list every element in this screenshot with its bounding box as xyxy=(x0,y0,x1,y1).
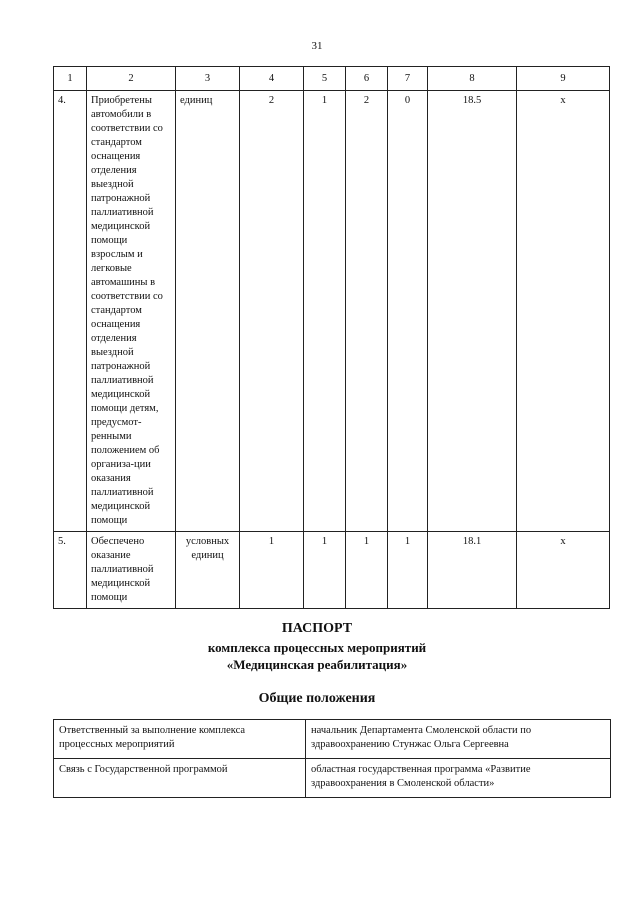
row-value: 2 xyxy=(346,91,388,532)
section-title: Общие положения xyxy=(258,691,376,706)
table-row xyxy=(54,759,611,798)
col-header: 3 xyxy=(176,67,240,91)
passport-subtitle: комплекса процессных мероприятий xyxy=(207,640,427,655)
row-name: Обеспечено оказание паллиативной медицинской помощи xyxy=(87,532,176,609)
general-provisions-table xyxy=(53,719,611,798)
col-header: 1 xyxy=(54,67,87,91)
row-number: 5. xyxy=(54,532,87,609)
field-value: областная государственная программа «Развитие здравоохранения в Смоленской области» xyxy=(306,759,611,798)
row-value: 0 xyxy=(388,91,428,532)
col-header: 2 xyxy=(87,67,176,91)
row-value: х xyxy=(517,91,610,532)
table-row xyxy=(54,532,610,609)
field-label: Ответственный за выполнение комплекса процессных мероприятий xyxy=(54,720,306,759)
col-header: 9 xyxy=(517,67,610,91)
row-value: х xyxy=(517,532,610,609)
row-name: Приобретены автомобили в соответствии со стандартом оснащения отделения выездной патронажной паллиативной медицинской помощи взрослым и легковые автомашины в соответствии со стандартом оснащения отделения выездной патронажной паллиативной медицинской помощи детям, предусмот-ренными положением об организа-ции оказания паллиативной медицинской помощи xyxy=(87,91,176,532)
row-unit: условных единиц xyxy=(176,532,240,609)
col-header: 4 xyxy=(240,67,304,91)
field-value: начальник Департамента Смоленской области по здравоохранению Стунжас Ольга Сергеевна xyxy=(306,720,611,759)
row-number: 4. xyxy=(54,91,87,532)
row-value: 1 xyxy=(388,532,428,609)
indicators-table xyxy=(53,66,610,609)
row-value: 1 xyxy=(304,532,346,609)
table-row xyxy=(54,720,611,759)
passport-title: ПАСПОРТ xyxy=(281,621,353,636)
row-value: 1 xyxy=(240,532,304,609)
table-row xyxy=(54,91,610,532)
row-value: 1 xyxy=(304,91,346,532)
field-label: Связь с Государственной программой xyxy=(54,759,306,798)
col-header: 5 xyxy=(304,67,346,91)
col-header: 8 xyxy=(428,67,517,91)
col-header: 7 xyxy=(388,67,428,91)
row-value: 1 xyxy=(346,532,388,609)
page-number: 31 xyxy=(311,40,323,52)
col-header: 6 xyxy=(346,67,388,91)
passport-program-name: «Медицинская реабилитация» xyxy=(226,657,408,672)
row-value: 18.1 xyxy=(428,532,517,609)
row-value: 18.5 xyxy=(428,91,517,532)
row-unit: единиц xyxy=(176,91,240,532)
table-header-row xyxy=(54,67,610,91)
row-value: 2 xyxy=(240,91,304,532)
